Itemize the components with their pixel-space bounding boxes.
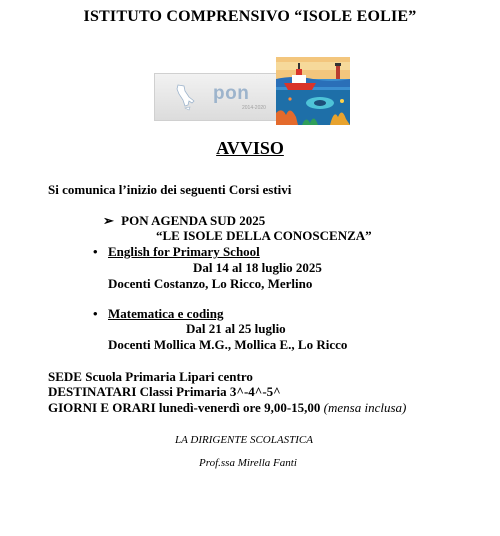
program-item	[103, 213, 265, 229]
pon-logo	[154, 73, 280, 121]
sea-illustration	[276, 57, 350, 125]
audience-line: DESTINATARI Classi Primaria 3^-4^-5^	[48, 384, 281, 399]
course-dates: Dal 14 al 18 luglio 2025	[193, 260, 322, 275]
course-bullet-icon: •	[93, 244, 98, 259]
course-name: Matematica e coding	[108, 306, 224, 321]
notice-heading: AVVISO	[216, 138, 284, 158]
program-title: PON AGENDA SUD 2025	[121, 213, 266, 228]
signature-role: LA DIRIGENTE SCOLASTICA	[175, 434, 313, 446]
italy-map-icon	[175, 84, 195, 111]
schedule-text: GIORNI E ORARI lunedì-venerdì ore 9,00-15,00	[48, 400, 321, 415]
course-dates: Dal 21 al 25 luglio	[186, 321, 286, 336]
pon-subtitle: 2014-2020	[242, 105, 266, 111]
program-subtitle: “LE ISOLE DELLA CONOSCENZA”	[156, 228, 372, 243]
signature-name: Prof.ssa Mirella Fanti	[199, 457, 297, 469]
document-title: ISTITUTO COMPRENSIVO “ISOLE EOLIE”	[83, 8, 417, 25]
course-teachers: Docenti Costanzo, Lo Ricco, Merlino	[108, 276, 313, 291]
pon-wordmark: pon	[213, 83, 250, 104]
intro-text: Si comunica l’inizio dei seguenti Corsi estivi	[48, 182, 292, 197]
course-bullet-icon: •	[93, 306, 98, 321]
schedule-line	[48, 400, 406, 416]
course-name: English for Primary School	[108, 244, 260, 259]
venue-line: SEDE Scuola Primaria Lipari centro	[48, 369, 253, 384]
arrow-bullet-icon: ➢	[103, 213, 114, 228]
schedule-note: (mensa inclusa)	[323, 400, 407, 415]
course-teachers: Docenti Mollica M.G., Mollica E., Lo Ricco	[108, 337, 348, 352]
